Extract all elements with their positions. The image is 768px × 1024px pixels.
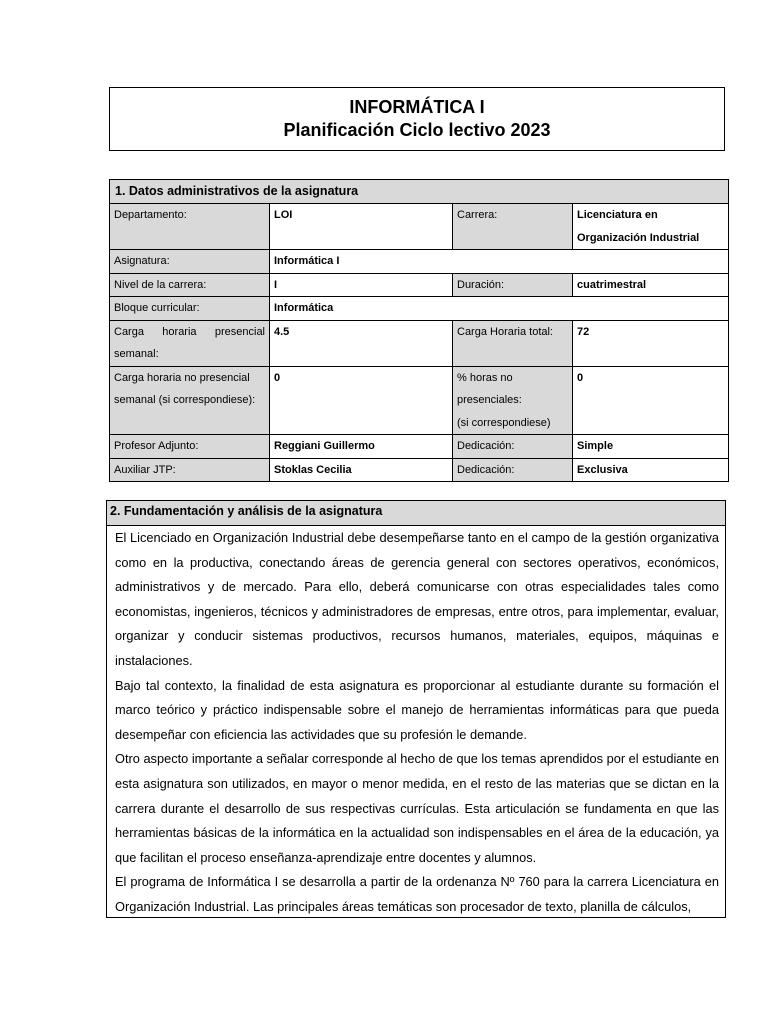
fundamentacion-section	[106, 500, 726, 918]
duracion-value: cuatrimestral	[573, 273, 729, 297]
departamento-value: LOI	[270, 204, 453, 250]
bloque-label: Bloque curricular:	[110, 297, 270, 321]
carga-total-label: Carga Horaria total:	[453, 320, 573, 366]
profesor-label: Profesor Adjunto:	[110, 435, 270, 459]
auxiliar-dedicacion-value: Exclusiva	[573, 458, 729, 482]
porc-horas-label-line1: % horas no	[457, 371, 513, 384]
profesor-dedicacion-value: Simple	[573, 435, 729, 459]
document-title-box	[109, 87, 725, 151]
paragraph-4: El programa de Informática I se desarrolla a partir de la ordenanza Nº 760 para la carrera Licenciatura en Organización Industrial. Las principales áreas temáticas son procesador de texto, planilla de cálculos,	[115, 874, 719, 914]
paragraph-1: El Licenciado en Organización Industrial debe desempeñarse tanto en el campo de la gestión organizativa como en la productiva, conectando áreas de gerencia general con sectores operativos, económicos, administrativos y de mercado. Para ello, deberá comunicarse con otras especialidades tales como economistas, ingenieros, técnicos y administradores de empresas, entre otros, para implementar, evaluar, organizar y conducir sistemas productivos, recursos humanos, materiales, equipos, máquinas e instalaciones.	[115, 530, 719, 668]
carga-no-presencial-value: 0	[270, 366, 453, 435]
duracion-label: Duración:	[453, 273, 573, 297]
profesor-value: Reggiani Guillermo	[270, 435, 453, 459]
auxiliar-value: Stoklas Cecilia	[270, 458, 453, 482]
admin-data-table	[109, 179, 729, 482]
carga-no-presencial-label: Carga horaria no presencial semanal (si correspondiese):	[110, 366, 270, 435]
asignatura-label: Asignatura:	[110, 250, 270, 274]
section2-heading: 2. Fundamentación y análisis de la asignatura	[107, 501, 725, 526]
carga-total-value: 72	[573, 320, 729, 366]
auxiliar-dedicacion-label: Dedicación:	[453, 458, 573, 482]
carga-presencial-label-line2: semanal:	[114, 348, 159, 360]
nivel-value: I	[270, 273, 453, 297]
nivel-label: Nivel de la carrera:	[110, 273, 270, 297]
porc-horas-value: 0	[573, 366, 729, 435]
paragraph-3: Otro aspecto importante a señalar corresponde al hecho de que los temas aprendidos por el estudiante en esta asignatura son utilizados, en mayor o menor medida, en el resto de las materias que se dictan en la carrera durante el desarrollo de sus respectivas currículas. Esta articulación se fundamenta en que las herramientas básicas de la informática en la actualidad son indispensables en el área de la educación, ya que facilitan el proceso enseñanza-aprendizaje entre docentes y alumnos.	[115, 751, 719, 865]
carrera-value: Licenciatura en Organización Industrial	[573, 204, 729, 250]
bloque-value: Informática	[270, 297, 729, 321]
departamento-label: Departamento:	[110, 204, 270, 250]
asignatura-value: Informática I	[270, 250, 729, 274]
carga-presencial-value: 4.5	[270, 320, 453, 366]
section1-heading: 1. Datos administrativos de la asignatura	[110, 180, 729, 204]
course-title: INFORMÁTICA I	[349, 97, 485, 117]
paragraph-2: Bajo tal contexto, la finalidad de esta asignatura es proporcionar al estudiante durante su formación el marco teórico y práctico indispensable sobre el manejo de herramientas informáticas para que pueda desempeñar con eficiencia las actividades que su profesión le demande.	[115, 677, 719, 742]
porc-horas-label-line3: (si correspondiese)	[457, 416, 551, 429]
profesor-dedicacion-label: Dedicación:	[453, 435, 573, 459]
porc-horas-label-line2: presenciales:	[457, 394, 522, 406]
carga-presencial-label-line1: Carga horaria presencial	[114, 325, 265, 338]
porc-horas-label	[453, 366, 573, 435]
fundamentacion-body	[107, 526, 725, 920]
carga-presencial-label	[110, 320, 270, 366]
carrera-label: Carrera:	[453, 204, 573, 250]
auxiliar-label: Auxiliar JTP:	[110, 458, 270, 482]
planning-subtitle: Planificación Ciclo lectivo 2023	[283, 120, 551, 140]
